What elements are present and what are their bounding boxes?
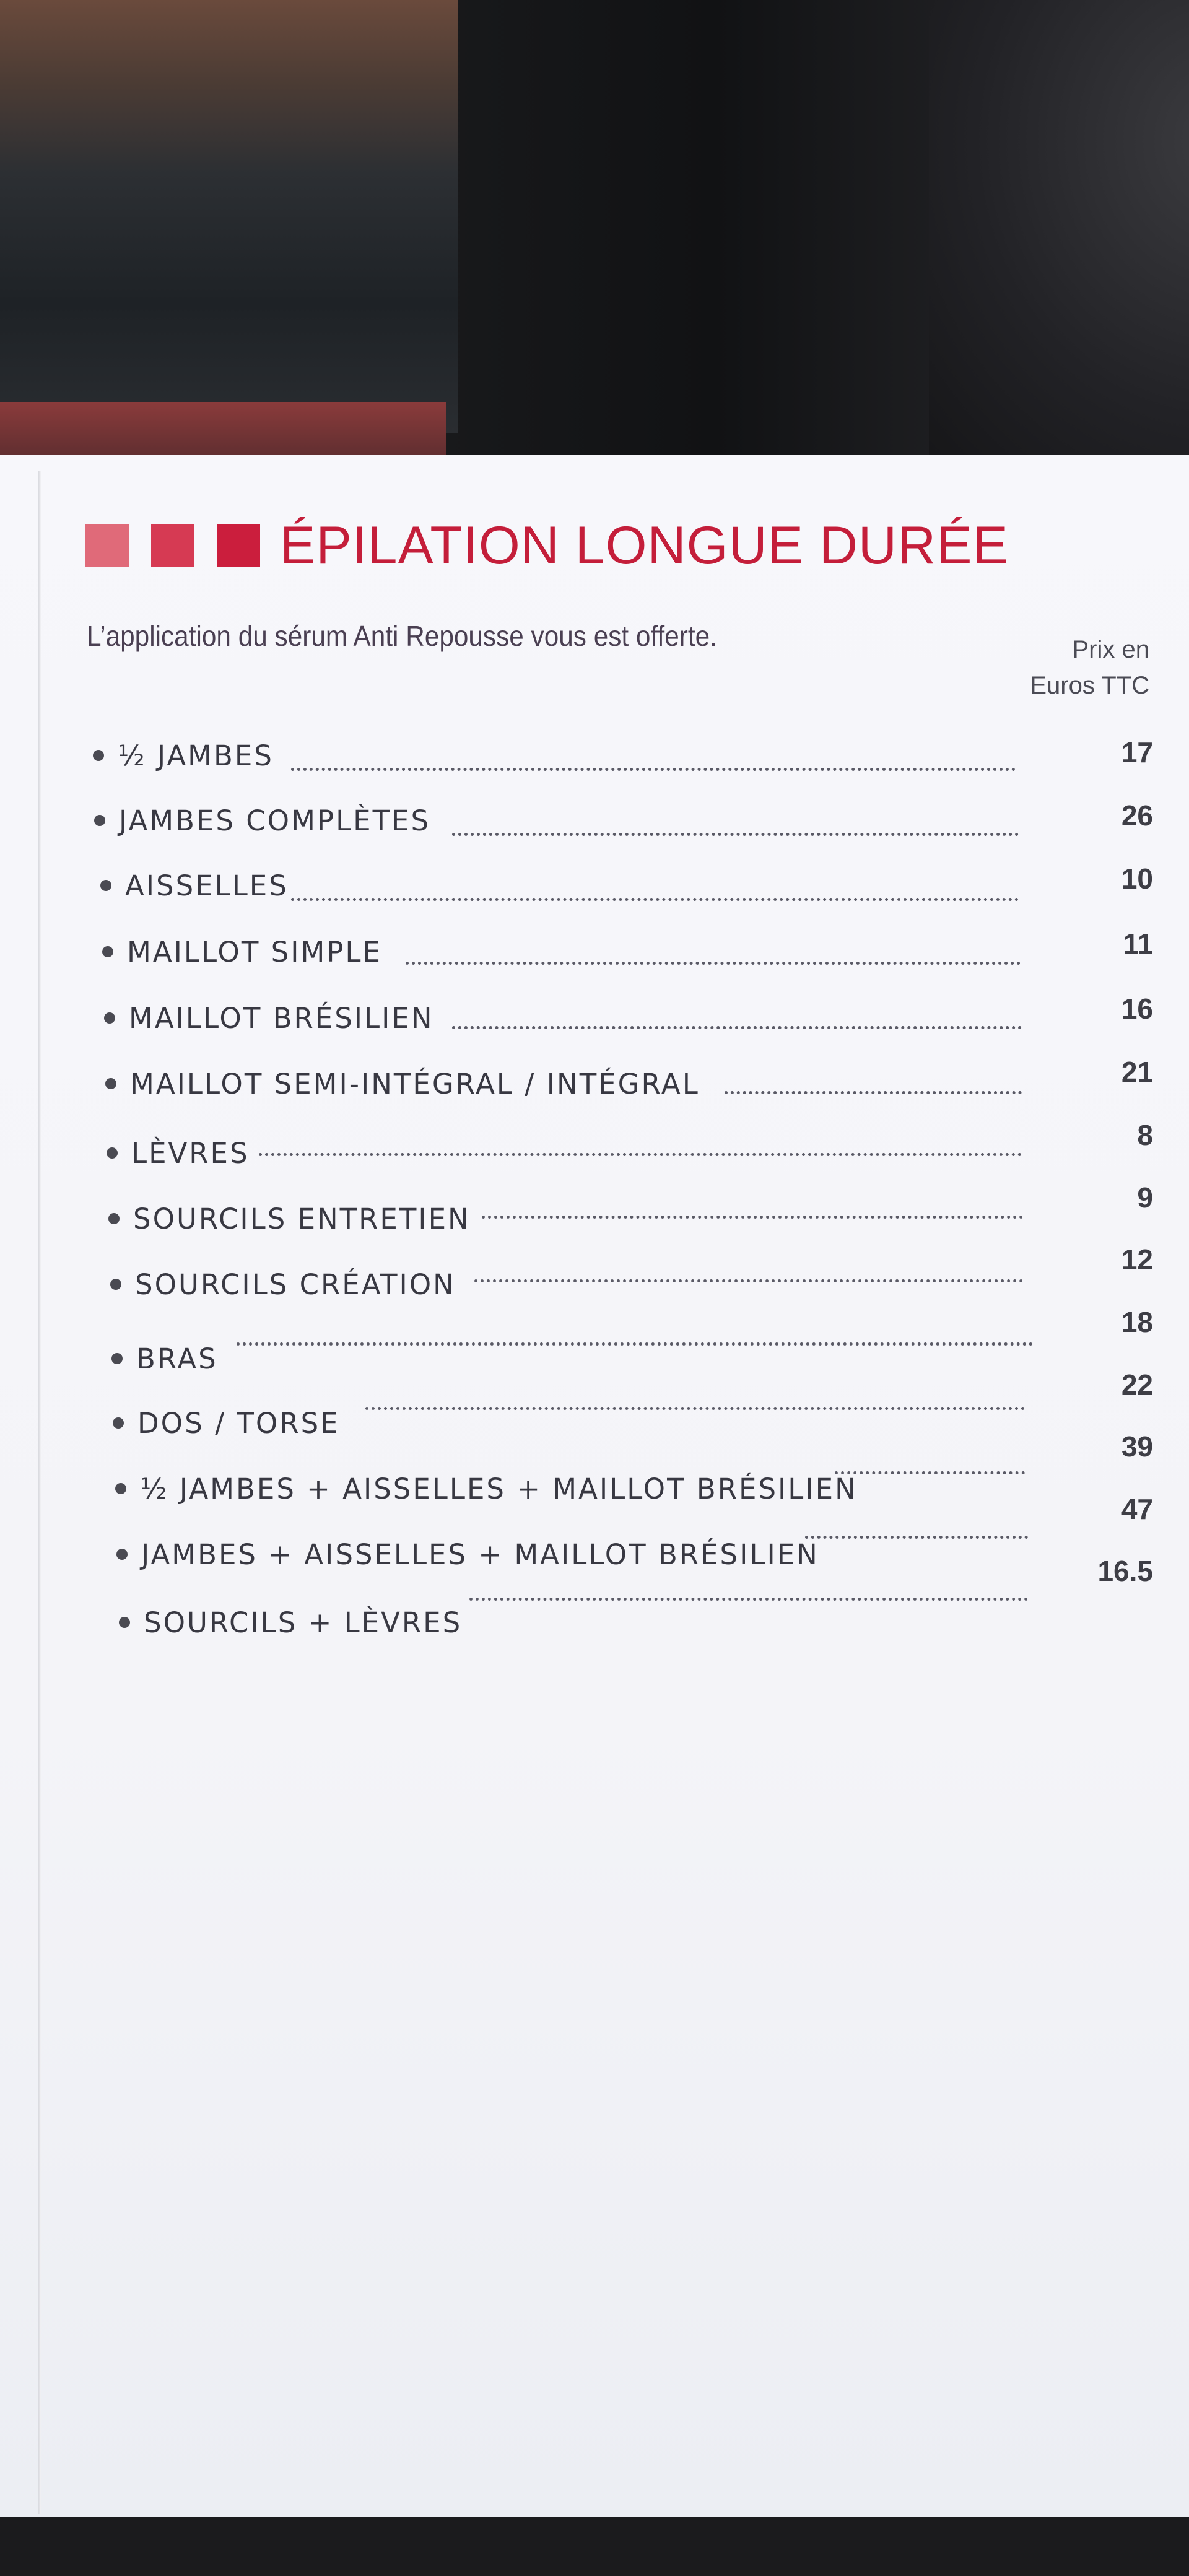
- item-label: LÈVRES: [131, 1136, 250, 1170]
- bullet-icon: [110, 1279, 121, 1290]
- dot-leader: [406, 962, 1021, 965]
- list-item: [111, 1337, 218, 1380]
- item-price: 10: [1121, 863, 1153, 895]
- item-label: DOS / TORSE: [137, 1406, 340, 1440]
- item-price: 8: [1137, 1119, 1153, 1151]
- item-label: MAILLOT BRÉSILIEN: [129, 1001, 434, 1035]
- list-item: [105, 1062, 700, 1105]
- bullet-icon: [111, 1353, 123, 1364]
- item-label: ½ JAMBES + AISSELLES + MAILLOT BRÉSILIEN: [140, 1472, 858, 1505]
- dot-leader: [725, 1091, 1022, 1094]
- bullet-icon: [104, 1012, 115, 1024]
- item-label: ½ JAMBES: [118, 739, 274, 772]
- item-price: 12: [1121, 1243, 1153, 1276]
- dot-leader: [469, 1598, 1028, 1601]
- list-item: [93, 734, 274, 777]
- dot-leader: [452, 1026, 1022, 1029]
- bullet-icon: [93, 750, 104, 761]
- item-price: 11: [1123, 928, 1153, 960]
- item-label: SOURCILS + LÈVRES: [144, 1606, 463, 1639]
- item-price: 17: [1121, 736, 1153, 768]
- list-item: [104, 996, 433, 1040]
- item-price: 39: [1121, 1430, 1153, 1463]
- item-price: 16: [1121, 993, 1153, 1025]
- decorative-square-icon: [151, 524, 194, 567]
- price-header-line1: Prix en: [1072, 636, 1149, 663]
- page-fold: [38, 471, 41, 2514]
- bullet-icon: [105, 1078, 116, 1089]
- dot-leader: [365, 1407, 1025, 1410]
- bullet-icon: [119, 1617, 130, 1628]
- item-label: AISSELLES: [125, 869, 289, 902]
- item-price: 26: [1121, 799, 1153, 832]
- item-price: 22: [1121, 1368, 1153, 1401]
- dot-leader: [835, 1471, 1025, 1474]
- bullet-icon: [115, 1483, 126, 1494]
- dot-leader: [482, 1216, 1023, 1219]
- dot-leader: [452, 833, 1019, 836]
- item-label: JAMBES + AISSELLES + MAILLOT BRÉSILIEN: [141, 1538, 819, 1571]
- item-price: 47: [1121, 1493, 1153, 1525]
- list-item: [113, 1401, 340, 1445]
- list-item: [94, 799, 430, 842]
- bullet-icon: [94, 815, 105, 826]
- item-label: MAILLOT SIMPLE: [127, 935, 382, 968]
- dot-leader: [291, 768, 1016, 771]
- item-label: BRAS: [136, 1342, 218, 1375]
- dot-leader: [237, 1342, 1033, 1346]
- intro-text: L’application du sérum Anti Repousse vous est offerte.: [87, 620, 717, 652]
- list-item: [107, 1131, 250, 1175]
- decorative-square-icon: [85, 524, 129, 567]
- list-item: [116, 1533, 819, 1576]
- background-object: [929, 0, 1189, 471]
- item-price: 16.5: [1097, 1555, 1153, 1587]
- dot-leader: [259, 1153, 1022, 1156]
- section-title: ÉPILATION LONGUE DURÉE: [280, 515, 1009, 575]
- bullet-icon: [102, 946, 113, 957]
- bullet-icon: [116, 1549, 128, 1560]
- price-column-header: [988, 632, 1149, 703]
- item-label: SOURCILS ENTRETIEN: [133, 1202, 471, 1235]
- bullet-icon: [100, 880, 111, 891]
- decorative-square-icon: [217, 524, 260, 567]
- background-book: [0, 0, 458, 433]
- list-item: [110, 1263, 456, 1306]
- item-price: 9: [1137, 1181, 1153, 1214]
- item-label: MAILLOT SEMI-INTÉGRAL / INTÉGRAL: [130, 1067, 700, 1100]
- bullet-icon: [108, 1213, 120, 1224]
- item-label: SOURCILS CRÉATION: [135, 1268, 456, 1301]
- list-item: [119, 1601, 462, 1644]
- dot-leader: [474, 1279, 1023, 1282]
- list-item: [100, 864, 289, 907]
- bullet-icon: [107, 1147, 118, 1159]
- item-price: 18: [1121, 1306, 1153, 1338]
- list-item: [115, 1467, 858, 1510]
- list-item: [108, 1197, 471, 1240]
- bullet-icon: [113, 1417, 124, 1429]
- background-book-spine: [0, 402, 446, 458]
- list-item: [102, 930, 382, 973]
- item-price: 21: [1121, 1056, 1153, 1088]
- dot-leader: [291, 898, 1019, 901]
- price-header-line2: Euros TTC: [1030, 672, 1149, 699]
- section-heading: [85, 511, 1009, 580]
- item-label: JAMBES COMPLÈTES: [119, 804, 431, 837]
- dot-leader: [805, 1536, 1028, 1539]
